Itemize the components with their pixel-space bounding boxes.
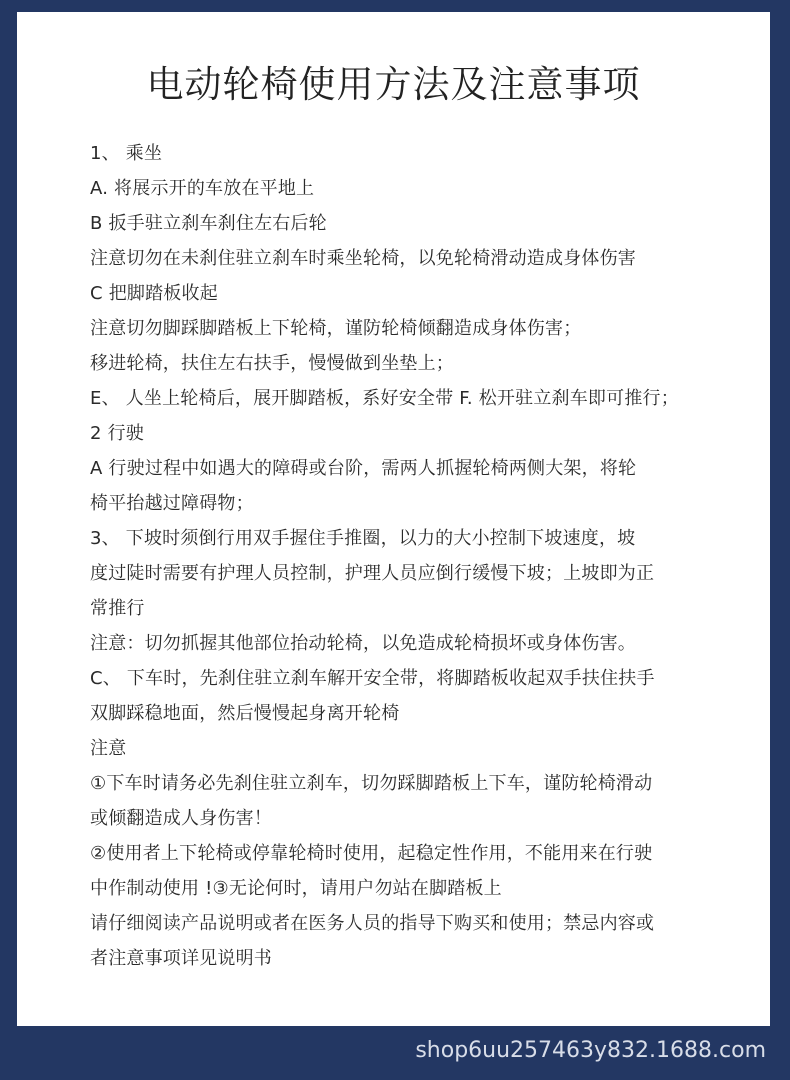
instruction-line: 3、 下坡时须倒行用双手握住手推圈，以力的大小控制下坡速度，坡: [90, 528, 636, 549]
instruction-line: 中作制动使用 !③无论何时，请用户勿站在脚踏板上: [90, 878, 502, 899]
instruction-line: C、 下车时，先刹住驻立刹车解开安全带，将脚踏板收起双手扶住扶手: [90, 668, 655, 689]
instruction-line: ②使用者上下轮椅或停靠轮椅时使用，起稳定性作用，不能用来在行驶: [90, 843, 653, 864]
instruction-line: 度过陡时需要有护理人员控制，护理人员应倒行缓慢下坡；上坡即为正: [90, 563, 655, 584]
instruction-line: 注意切勿在未刹住驻立刹车时乘坐轮椅，以免轮椅滑动造成身体伤害: [90, 248, 636, 269]
instruction-line: 1、 乘坐: [90, 143, 163, 164]
instruction-line: 椅平抬越过障碍物；: [90, 493, 254, 514]
instruction-list: [90, 136, 750, 976]
instruction-line: 注意：切勿抓握其他部位抬动轮椅，以免造成轮椅损坏或身体伤害。: [90, 633, 636, 654]
page-title: 电动轮椅使用方法及注意事项: [146, 63, 641, 106]
instruction-line: A 行驶过程中如遇大的障碍或台阶，需两人抓握轮椅两侧大架，将轮: [90, 458, 637, 479]
instruction-line: B 扳手驻立刹车刹住左右后轮: [90, 213, 327, 234]
instruction-line: 请仔细阅读产品说明或者在医务人员的指导下购买和使用；禁忌内容或: [90, 913, 655, 934]
instruction-line: 注意切勿脚踩脚踏板上下轮椅，谨防轮椅倾翻造成身体伤害；: [90, 318, 582, 339]
document-card: [17, 12, 770, 1026]
instruction-line: 双脚踩稳地面，然后慢慢起身离开轮椅: [90, 703, 400, 724]
shop-url-watermark: shop6uu257463y832.1688.com: [415, 1038, 766, 1063]
instruction-line: ①下车时请务必先刹住驻立刹车，切勿踩脚踏板上下车，谨防轮椅滑动: [90, 773, 653, 794]
instruction-line: 注意: [90, 738, 127, 759]
instruction-line: 移进轮椅，扶住左右扶手，慢慢做到坐垫上；: [90, 353, 454, 374]
instruction-line: 或倾翻造成人身伤害！: [90, 808, 272, 829]
instruction-line: E、 人坐上轮椅后，展开脚踏板，系好安全带 F. 松开驻立刹车即可推行；: [90, 388, 679, 409]
instruction-line: C 把脚踏板收起: [90, 283, 218, 304]
instruction-line: A. 将展示开的车放在平地上: [90, 178, 315, 199]
instruction-line: 2 行驶: [90, 423, 144, 444]
instruction-line: 常推行: [90, 598, 145, 619]
instruction-line: 者注意事项详见说明书: [90, 948, 272, 969]
